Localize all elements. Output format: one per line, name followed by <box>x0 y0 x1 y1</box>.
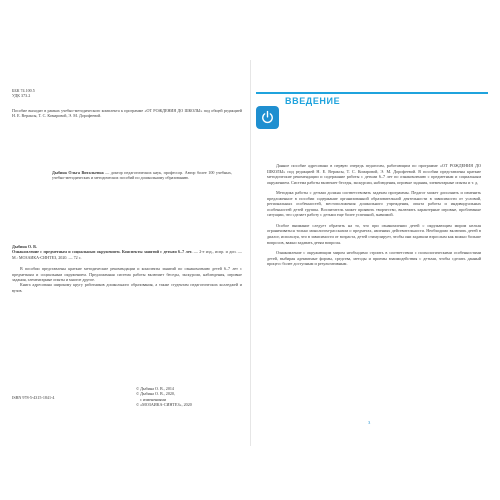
catalog-title: Ознакомление с предметным и социальным окружением. Конспекты занятий с детьми 6–7 лет. <box>12 249 193 255</box>
left-page <box>12 62 244 442</box>
bbk-line: ББК 74.100.5 <box>12 88 35 93</box>
catalog-record <box>12 244 242 293</box>
paragraph: Методика работы с детьми должна соответствовать задачам программы. Педагог может дополнить и изменить предложенное в пособии содержание организованной образовательной деятельности в зависимости от условий, региональных особенностей, местоположения дошкольного учреждения, опыта работы и индивидуальных особенностей детей группы. Воспитатель может проявить творчество, включить характерные игровые, проблемные ситуации, что сделает работу с детьми еще более успешной, значимой. <box>267 190 481 218</box>
right-page <box>256 62 488 442</box>
copyright-line: © Дыбина О. В., 2014 <box>136 386 174 391</box>
author-name: Дыбина Ольга Витальевна <box>52 170 104 175</box>
introduction-text <box>267 163 481 272</box>
catalog-publication: — 2-е изд., испр. и доп. — М.: МОЗАИКА-СИНТЕЗ, 2020. — 72 с. <box>12 249 242 260</box>
power-icon <box>256 106 279 129</box>
annotation-paragraph: В пособии представлены краткие методические рекомендации и конспекты занятий по ознакомлению детей 6–7 лет с предметным и социальным окружением. Предложенная система работы включает беседы, экскурсии, наблюдения, игровые задания, элементарные опыты и многое другое. <box>12 266 242 283</box>
bbk-index <box>12 88 72 99</box>
paragraph: Ознакомление с окружающим миром необходимо строить в соответствии с психологическими особенностями детей, выбирая адекватные формы, средства, методы и приемы взаимодействия с детьми, чтобы сделать данный процесс более доступным и результативным. <box>267 250 481 267</box>
author-info <box>12 170 232 181</box>
page-number: 3 <box>368 420 371 425</box>
heading-rule <box>256 92 488 94</box>
annotation-audience: Книга адресована широкому кругу работников дошкольного образования, а также студентам педагогических колледжей и вузов. <box>12 282 242 293</box>
copyright-line: © Дыбина О. В., 2020, <box>136 391 175 397</box>
series-note: Пособие выходит в рамках учебно-методического комплекта к программе «ОТ РОЖДЕНИЯ ДО ШКОЛЫ» под общей редакцией Н. Е. Вераксы, Т. С. Комаровой, Э. М. Дорофеевой. <box>12 108 242 119</box>
spine-divider <box>250 60 251 446</box>
catalog-author: Дыбина О. В. <box>12 244 37 249</box>
catalog-description <box>12 249 242 260</box>
udk-line: УДК 373.2 <box>12 93 31 99</box>
copyright-line: с изменениями <box>140 396 167 402</box>
paragraph: Данное пособие адресовано в первую очередь педагогам, работающим по программе «ОТ РОЖДЕНИЯ ДО ШКОЛЫ» под редакцией Н. Е. Вераксы, Т. С. Комаровой, Э. М. Дорофеевой. В пособии представлены краткие методические рекомендации и содержание работы с детьми 6–7 лет по ознакомлению с предметным и социальным окружением. Система работы включает беседы, экскурсии, наблюдения, игровые задания, элементарные опыты и т. д. <box>267 163 481 185</box>
copyright-block <box>136 386 246 408</box>
chapter-heading: ВВЕДЕНИЕ <box>285 96 341 106</box>
paragraph: Особое внимание следует обратить на то, что при ознакомлении детей с окружающим миром нельзя ограничиваться только монологом-рассказом о предметах, явлениях действительности. Необходимо включать детей в диалог, используя, что в зависимости от возраста, детей стимулирует, чтобы они задавали взрослым как можно больше вопросов, важно задавать детям вопросы. <box>267 222 481 245</box>
author-bio: — доктор педагогических наук, профессор. Автор более 100 учебных, учебно-методических и методических пособий по дошкольному образованию. <box>52 170 232 181</box>
isbn: ISBN 978-5-4315-1841-4 <box>12 395 55 400</box>
copyright-line: © «МОЗАИКА-СИНТЕЗ», 2020 <box>136 402 192 408</box>
